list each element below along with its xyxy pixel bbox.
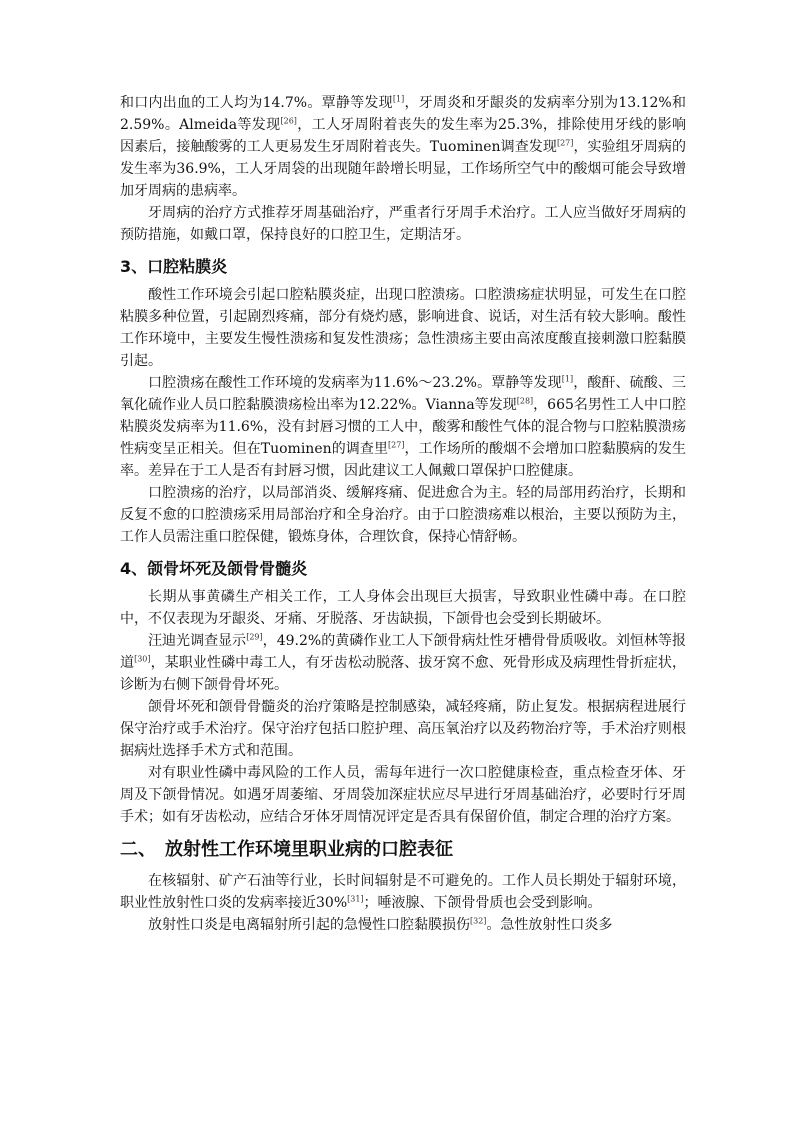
text-run: ，某职业性磷中毒工人，有牙齿松动脱落、拔牙窝不愈、死骨形成及病理性骨折症状，诊断为右侧下颌骨骨坏死。	[120, 655, 686, 693]
text-run: 口腔溃疡在酸性工作环境的发病率为11.6%～23.2%。覃静等发现	[148, 375, 562, 391]
paragraph	[120, 482, 686, 548]
text-run: 放射性口炎是电离辐射所引起的急慢性口腔黏膜损伤	[148, 917, 470, 933]
paragraph	[120, 630, 686, 696]
text-run: ，49.2%的黄磷作业工人下颌骨病灶性牙槽骨骨质吸收。刘恒林等报道	[120, 633, 686, 671]
text-run: ，工作场所的酸烟不会增加口腔黏膜病的发生率。差异在于工人是否有封唇习惯，因此建议工人佩戴口罩保护口腔健康。	[120, 441, 687, 479]
text-run: ，牙周炎和牙龈炎的发病率分别为13.12%和2.59%。Almeida等发现	[120, 95, 686, 133]
text-run: 长期从事黄磷生产相关工作，工人身体会出现巨大损害，导致职业性磷中毒。在口腔中，不仅表现为牙龈炎、牙痛、牙脱落、牙齿缺损，下颌骨也会受到长期破坏。	[120, 589, 686, 627]
citation-ref: [27]	[388, 440, 405, 450]
paragraph	[120, 202, 686, 246]
text-run: 。急性放射性口炎多	[486, 917, 613, 933]
citation-ref: [29]	[246, 632, 263, 642]
text-run: 汪迪光调查显示	[148, 633, 247, 649]
text-run: 和口内出血的工人均为14.7%。覃静等发现	[120, 95, 393, 111]
citation-ref: [26]	[280, 116, 297, 126]
text-run: 酸性工作环境会引起口腔粘膜炎症，出现口腔溃疡。口腔溃疡症状明显，可发生在口腔粘膜多种位置，引起剧烈疼痛，部分有烧灼感，影响进食、说话，对生活有较大影响。酸性工作环境中，主要发生慢性溃疡和复发性溃疡；急性溃疡主要由高浓度酸直接刺激口腔黏膜引起。	[120, 287, 686, 369]
subsection-heading: 3、口腔粘膜炎	[120, 257, 228, 276]
citation-ref: [30]	[134, 654, 151, 664]
text-run: ，实验组牙周病的发生率为36.9%，工人牙周袋的出现随年龄增长明显，工作场所空气中的酸烟可能会导致增加牙周病的患病率。	[120, 139, 686, 199]
citation-ref: [28]	[516, 396, 534, 406]
text-run: 对有职业性磷中毒风险的工作人员，需每年进行一次口腔健康检查，重点检查牙体、牙周及下颌骨情况。如遇牙周萎缩、牙周袋加深症状应尽早进行牙周基础治疗，必要时行牙周手术；如有牙齿松动，应结合牙体牙周情况评定是否具有保留价值，制定合理的治疗方案。	[120, 765, 686, 825]
citation-ref: [32]	[470, 916, 487, 926]
paragraph	[120, 284, 686, 372]
citation-ref: [1]	[392, 94, 405, 104]
text-run: ；唾液腺、下颌骨骨质也会受到影响。	[363, 895, 602, 911]
text-run: 在核辐射、矿产石油等行业，长时间辐射是不可避免的。工作人员长期处于辐射环境，职业性放射性口炎的发病率接近30%	[120, 873, 686, 911]
text-run: 颌骨坏死和颌骨骨髓炎的治疗策略是控制感染，减轻疼痛，防止复发。根据病程进展行保守治疗或手术治疗。保守治疗包括口腔护理、高压氧治疗以及药物治疗等，手术治疗则根据病灶选择手术方式和范围。	[120, 699, 686, 759]
paragraph	[120, 372, 686, 482]
document-body	[120, 92, 686, 936]
text-run: ，665名男性工人中口腔粘膜炎发病率为11.6%，没有封唇习惯的工人中，酸雾和酸性气体的混合物与口腔粘膜溃疡性病变呈正相关。但在Tuominen的调查里	[120, 397, 686, 457]
subsection-heading: 4、颌骨坏死及颌骨骨髓炎	[120, 559, 308, 578]
paragraph	[120, 762, 686, 828]
text-run: ，工人牙周附着丧失的发生率为25.3%，排除使用牙线的影响因素后，接触酸雾的工人更易发生牙周附着丧失。Tuominen调查发现	[120, 117, 686, 155]
paragraph	[120, 92, 686, 202]
paragraph	[120, 870, 686, 914]
citation-ref: [31]	[347, 894, 364, 904]
section-heading: 二、 放射性工作环境里职业病的口腔表征	[120, 839, 453, 860]
text-run: ，酸酐、硫酸、三氧化硫作业人员口腔黏膜溃疡检出率为12.22%。Vianna等发现	[120, 375, 687, 413]
text-run: 牙周病的治疗方式推荐牙周基础治疗，严重者行牙周手术治疗。工人应当做好牙周病的预防措施，如戴口罩，保持良好的口腔卫生，定期洁牙。	[120, 205, 686, 243]
paragraph	[120, 914, 686, 936]
citation-ref: [1]	[561, 374, 574, 384]
citation-ref: [27]	[556, 138, 574, 148]
paragraph	[120, 586, 686, 630]
paragraph	[120, 696, 686, 762]
text-run: 口腔溃疡的治疗，以局部消炎、缓解疼痛、促进愈合为主。轻的局部用药治疗，长期和反复不愈的口腔溃疡采用局部治疗和全身治疗。由于口腔溃疡难以根治，主要以预防为主，工作人员需注重口腔保健，锻炼身体，合理饮食，保持心情舒畅。	[120, 485, 686, 545]
